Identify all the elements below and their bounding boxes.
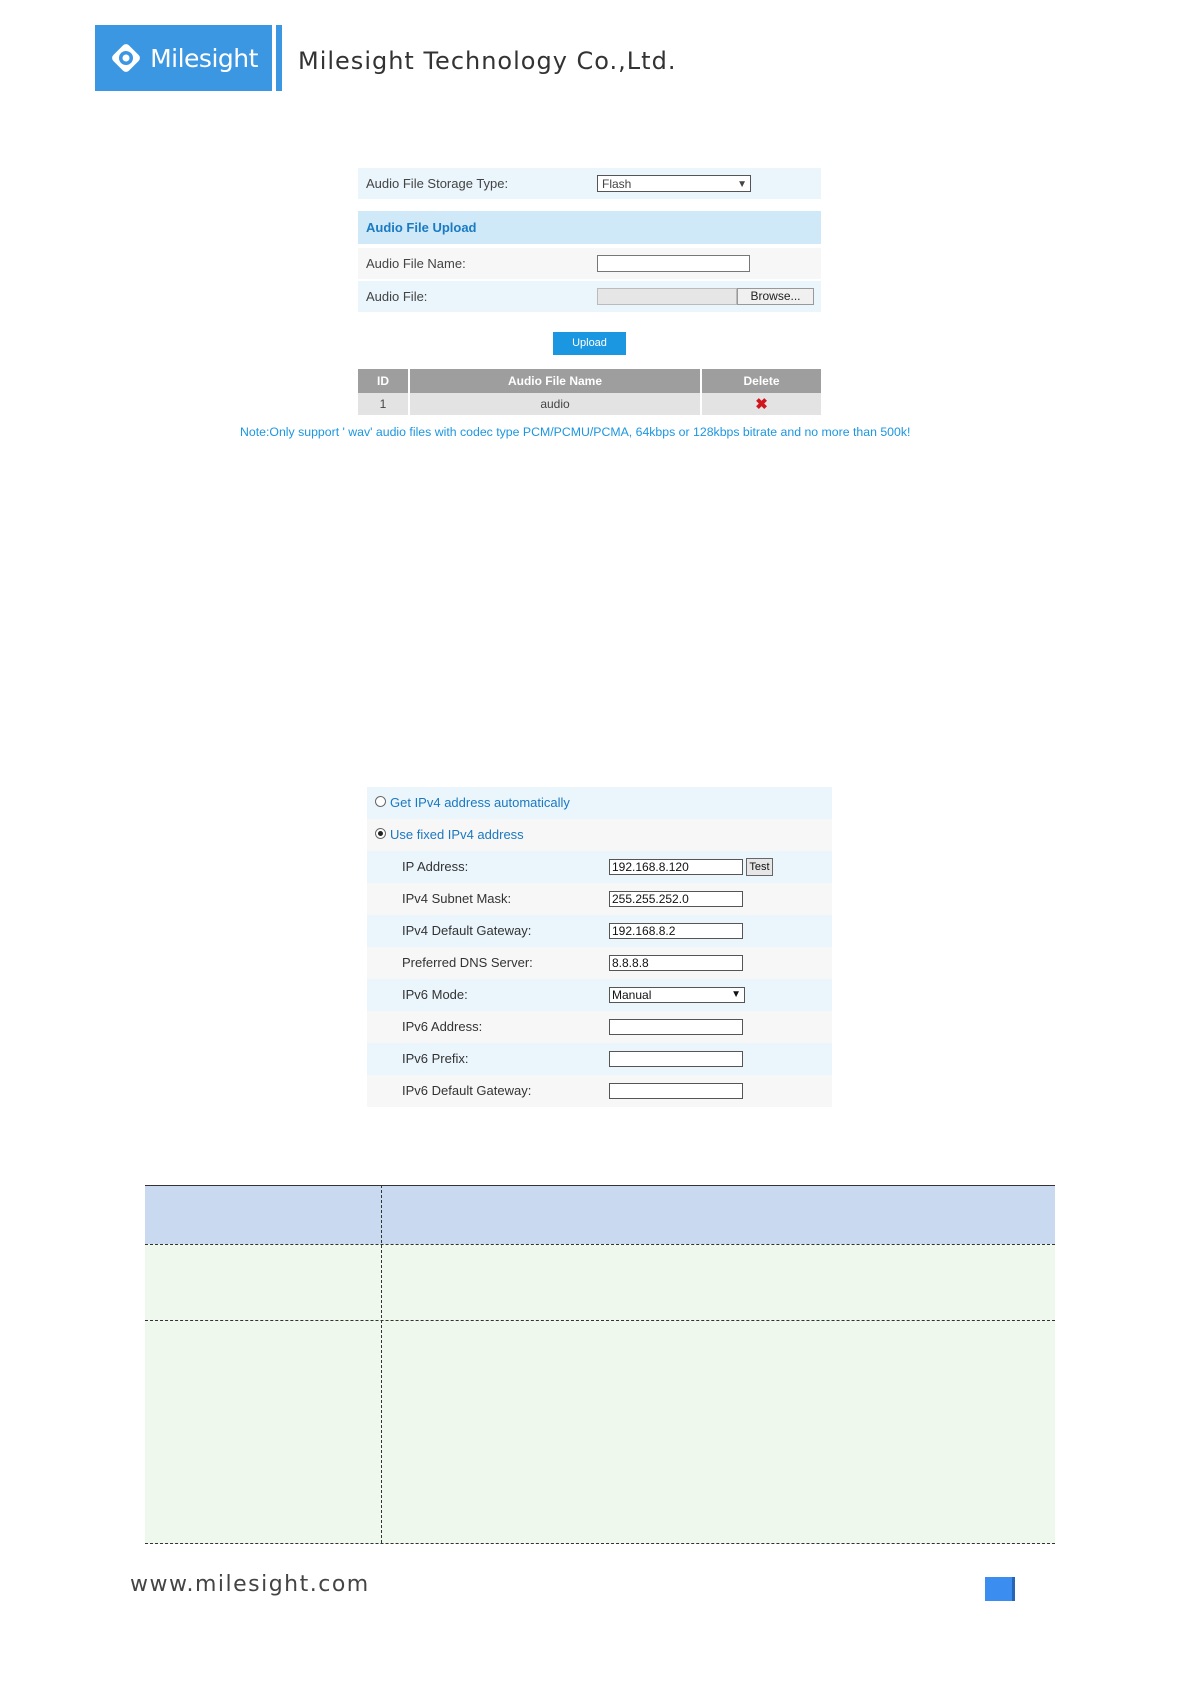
subnet-mask-label: IPv4 Subnet Mask:	[402, 891, 512, 906]
ipv4-auto-radio[interactable]	[375, 796, 386, 807]
storage-type-row	[358, 168, 821, 199]
row-id: 1	[358, 393, 409, 415]
ipv4-auto-row	[367, 787, 832, 819]
logo-text: Milesight	[150, 43, 258, 73]
ipv6-mode-value: Manual	[612, 988, 652, 1002]
section-title: Audio File Upload	[366, 220, 477, 235]
table-header-delete: Delete	[701, 369, 821, 393]
table-header-name: Audio File Name	[409, 369, 701, 393]
table-header-id: ID	[358, 369, 409, 393]
page-marker	[985, 1577, 1015, 1601]
upload-button[interactable]: Upload	[553, 332, 626, 355]
ipv6-mode-label: IPv6 Mode:	[402, 987, 468, 1002]
table-row	[358, 393, 821, 415]
ipv4-fixed-row	[367, 819, 832, 851]
dns-server-row	[367, 947, 832, 979]
footer-url: www.milesight.com	[130, 1572, 370, 1597]
browse-button[interactable]: Browse...	[737, 288, 814, 305]
default-gateway-row	[367, 915, 832, 947]
ipv4-fixed-radio[interactable]	[375, 828, 386, 839]
audio-file-row	[358, 281, 821, 312]
ipv6-prefix-row	[367, 1043, 832, 1075]
ipv6-address-input[interactable]	[609, 1019, 743, 1035]
subnet-mask-input[interactable]: 255.255.252.0	[609, 891, 743, 907]
audio-upload-panel	[358, 168, 821, 315]
storage-type-value: Flash	[602, 177, 632, 191]
delete-cell	[701, 393, 821, 415]
test-button[interactable]: Test	[746, 858, 773, 876]
audio-note: Note:Only support ' wav' audio files with codec type PCM/PCMU/PCMA, 64kbps or 128kbps bitrate and no more than 500k!	[240, 425, 911, 439]
dns-server-label: Preferred DNS Server:	[402, 955, 533, 970]
audio-file-table	[358, 369, 821, 415]
ip-address-row	[367, 851, 832, 883]
company-logo	[95, 25, 272, 91]
chevron-down-icon: ▼	[731, 989, 741, 1000]
storage-type-select[interactable]	[597, 175, 751, 192]
row-file-name: audio	[409, 393, 701, 415]
chevron-down-icon: ▼	[737, 179, 747, 190]
column-divider	[381, 1185, 382, 1543]
audio-file-path[interactable]	[597, 288, 737, 305]
default-gateway-input[interactable]: 192.168.8.2	[609, 923, 743, 939]
milesight-logo-icon	[109, 41, 143, 75]
ip-address-input[interactable]: 192.168.8.120	[609, 859, 743, 875]
ipv6-mode-row	[367, 979, 832, 1011]
delete-icon[interactable]: ✖	[755, 396, 768, 413]
ipv6-prefix-label: IPv6 Prefix:	[402, 1051, 469, 1066]
audio-file-label: Audio File:	[366, 289, 428, 304]
table-row	[145, 1244, 1055, 1320]
table-header-row	[145, 1185, 1055, 1244]
file-name-input[interactable]	[597, 255, 750, 272]
ipv6-gateway-input[interactable]	[609, 1083, 743, 1099]
header-divider	[276, 25, 282, 91]
ipv6-prefix-input[interactable]	[609, 1051, 743, 1067]
ipv4-fixed-label: Use fixed IPv4 address	[390, 827, 524, 842]
ipv6-gateway-label: IPv6 Default Gateway:	[402, 1083, 532, 1098]
company-name: Milesight Technology Co.,Ltd.	[298, 47, 677, 75]
ipv6-mode-select[interactable]	[609, 987, 745, 1003]
ip-address-label: IP Address:	[402, 859, 469, 874]
subnet-mask-row	[367, 883, 832, 915]
ipv6-address-row	[367, 1011, 832, 1043]
storage-type-label: Audio File Storage Type:	[366, 176, 509, 191]
dns-server-input[interactable]: 8.8.8.8	[609, 955, 743, 971]
default-gateway-label: IPv4 Default Gateway:	[402, 923, 532, 938]
ipv6-address-label: IPv6 Address:	[402, 1019, 483, 1034]
section-header	[358, 211, 821, 244]
ipv4-auto-label: Get IPv4 address automatically	[390, 795, 570, 810]
ipv6-gateway-row	[367, 1075, 832, 1107]
table-row	[145, 1320, 1055, 1544]
file-name-label: Audio File Name:	[366, 256, 466, 271]
file-name-row	[358, 248, 821, 279]
